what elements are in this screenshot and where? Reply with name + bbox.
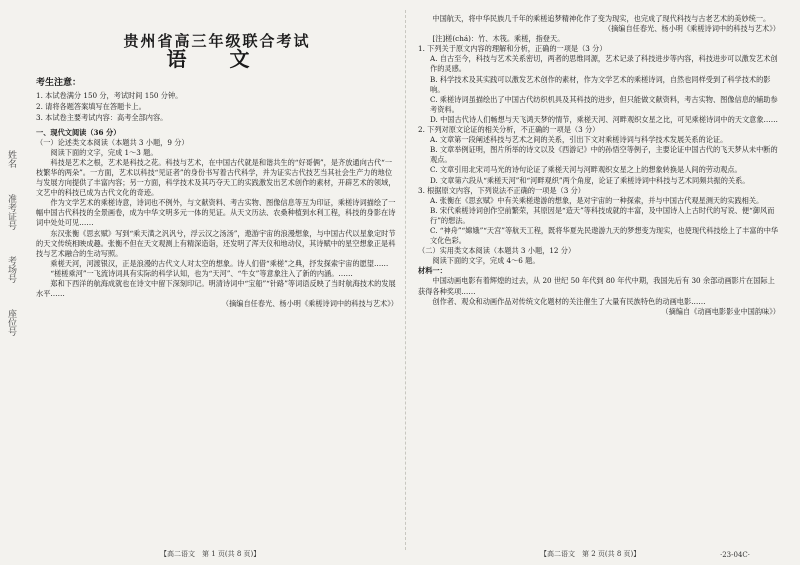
question: 1. 下列关于原文内容的理解和分析，正确的一项是（3 分） bbox=[418, 44, 607, 54]
right-page bbox=[418, 14, 780, 317]
instruction: 阅读下面的文字，完成 4～6 题。 bbox=[432, 256, 540, 266]
page-footer: 【高二语文 第 2 页(共 8 页)】 bbox=[540, 550, 641, 558]
section-heading: 一、现代文阅读（36 分） bbox=[36, 127, 121, 137]
paragraph: 中国航天，将中华民族几千年的乘槎追梦精神化作了变为现实，也完成了现代科技与古老艺术的美妙统一。 bbox=[432, 14, 771, 23]
paragraph: 作为文学艺术的乘槎诗意，诗词也不例外，与文献资料、考古实物、图像信息等互为印证，乘槎诗词描绘了一幅中国古代科技的全景画卷，成为中华文明多元一体的见证。从天文历法、农桑种植到水利工程，科技的身影在诗词中处处可见…… bbox=[36, 198, 396, 228]
subsection-heading: （二）实用类文本阅读（本题共 3 小题，12 分） bbox=[418, 246, 576, 256]
subject-title: 语 文 bbox=[166, 47, 268, 72]
exam-title: 贵州省高三年级联合考试 bbox=[123, 32, 311, 50]
paragraph: 中国动画电影有着辉煌的过去，从 20 世纪 50 年代到 80 年代中期，我国先后有 30 余部动画影片在国际上获得各种奖项…… bbox=[418, 276, 775, 296]
page-footer: 【高二语文 第 1 页(共 8 页)】 bbox=[160, 550, 261, 558]
side-label: 考场号 bbox=[6, 256, 16, 283]
paragraph: “槎槎乘河”一飞流诗词具有实际的科学认知，也为“天河”、“牛女”等意象注入了新的内涵。…… bbox=[50, 268, 353, 278]
notice-block bbox=[36, 78, 398, 123]
source-citation: （摘编自任春光、杨小明《乘槎诗词中的科技与艺术》） bbox=[221, 299, 398, 309]
answer-option: C. 文章引用北宋司马光的诗句论证了乘槎天河与河畔观织女星之上的想象转换是人间的劳动观点。 bbox=[430, 165, 742, 175]
answer-option: A. 张衡在《思玄赋》中有关乘槎遨游的想象，是对宇宙的一种探索，并与中国古代观星测天的实践相关。 bbox=[430, 195, 764, 205]
notice-item: 1. 本试卷满分 150 分，考试时间 150 分钟。 bbox=[36, 91, 183, 101]
footnote: [注]槎(chá)：竹、木筏。乘槎，指登天。 bbox=[432, 34, 565, 44]
paragraph: 东汉张衡《思玄赋》写到“乘天潢之汎汎兮，浮云汉之汤汤”，遨游宇宙的浪漫想象，与中国古代以星象定时节的天文传统相映成趣。张衡不但在天文观测上有精深造诣，还发明了浑天仪和地动仪，其诗赋中的星空想象正是科技与艺术融合的生动写照。 bbox=[36, 228, 396, 258]
side-label: 座位号 bbox=[6, 309, 16, 336]
answer-option: A. 文章第一段阐述科技与艺术之间的关系，引出下文对乘槎诗词与科学技术发展关系的论证。 bbox=[430, 135, 728, 145]
instruction: 阅读下面的文字，完成 1～3 题。 bbox=[50, 147, 158, 157]
notice-item: 3. 本试卷主要考试内容：高考全部内容。 bbox=[36, 113, 168, 123]
answer-option: A. 自古至今，科技与艺术关系密切，两者的思维同源，艺术记录了科技进步等内容，科技进步可以激发艺术创作的灵感。 bbox=[430, 54, 778, 74]
answer-option: B. 宋代乘槎诗词创作空前繁荣，其原因是“造天”等科技成就的丰富，及中国诗人上古时代的写说、便“御风而行”的想法。 bbox=[430, 205, 775, 225]
paragraph: 郑和下西洋的航海成就也在诗文中留下深刻印记。明清诗词中“宝船”“针路”等词语反映了当时航海技术的发展水平…… bbox=[36, 278, 396, 299]
page-divider bbox=[405, 10, 406, 550]
answer-option: B. 科学技术及其实践可以激发艺术创作的素材，作为文学艺术的乘槎诗词，自然也同样受到了科学技术的影响。 bbox=[430, 74, 771, 94]
source-citation: （摘编自任春光、杨小明《乘槎诗词中的科技与艺术》） bbox=[603, 24, 780, 34]
paragraph: 科技是艺术之根，艺术是科技之花。科技与艺术，在中国古代就是和谐共生的“好哥俩”，是齐放通向古代“一枝繁华的两朵”。一方面，艺术以科技“见证者”的身份书写着古代科学，并为证实古代技艺当其社会生产力的地位与发展方向提供了丰富内容；另一方面，科学技术及其巧夺天工的实践激发出艺术创作的素材，开辟艺术的领域，文艺中的科技已成为古代文化的奇迹。 bbox=[36, 157, 396, 198]
subsection-heading: （一）论述类文本阅读（本题共 3 小题，9 分） bbox=[36, 137, 189, 147]
answer-option: D. 文章第六段从“乘槎天河”和“河畔观织”两个角度，论证了乘槎诗词中科技与艺术同频共振的关系。 bbox=[430, 175, 750, 185]
side-label: 姓名 bbox=[6, 150, 16, 168]
paragraph: 乘槎天河，河渡银汉，正是浪漫的古代文人对太空的想象。诗人们借“乘槎”之典，抒发探索宇宙的愿望…… bbox=[50, 258, 389, 268]
paragraph: 创作者、观众和动画作品对传统文化题材的关注催生了大量有民族特色的动画电影…… bbox=[432, 296, 706, 306]
question: 3. 根据原文内容，下列说法不正确的一项是（3 分） bbox=[418, 185, 585, 195]
notice-heading: 考生注意： bbox=[36, 78, 82, 89]
answer-option: C. 乘槎诗词虽描绘出了中国古代纺织机具及其科技的进步，但只能做文献资料，考古实物、图像信息的辅助参考资料。 bbox=[430, 94, 778, 114]
side-labels bbox=[6, 150, 22, 362]
answer-option: C. “神舟”“嫦娥”“天宫”等航天工程，既将华夏先民遨游九天的梦想变为现实，也使现代科技绘上了丰富的中华文化色彩。 bbox=[430, 225, 779, 246]
material-label: 材料一： bbox=[418, 266, 447, 276]
answer-option: D. 中国古代诗人们畅想与天飞鸿天梦的情节，乘槎天河、河畔观织女星之比，可见乘槎诗词中的天文意象…… bbox=[430, 114, 778, 124]
answer-option: B. 文章举例证明，图片所举的诗文以及《西游记》中的孙悟空等例子，主要论证中国古代的飞天梦从未中断的观点。 bbox=[430, 145, 778, 165]
left-page bbox=[36, 14, 398, 309]
question: 2. 下列对原文论证的相关分析，不正确的一项是（3 分） bbox=[418, 125, 600, 135]
source-citation: （摘编自《动画电影影业中国韵味》） bbox=[661, 306, 780, 316]
notice-item: 2. 请将各题答案填写在答题卡上。 bbox=[36, 102, 146, 112]
side-label: 准考证号 bbox=[6, 194, 16, 230]
exam-code: ·23-04C· bbox=[720, 551, 750, 559]
